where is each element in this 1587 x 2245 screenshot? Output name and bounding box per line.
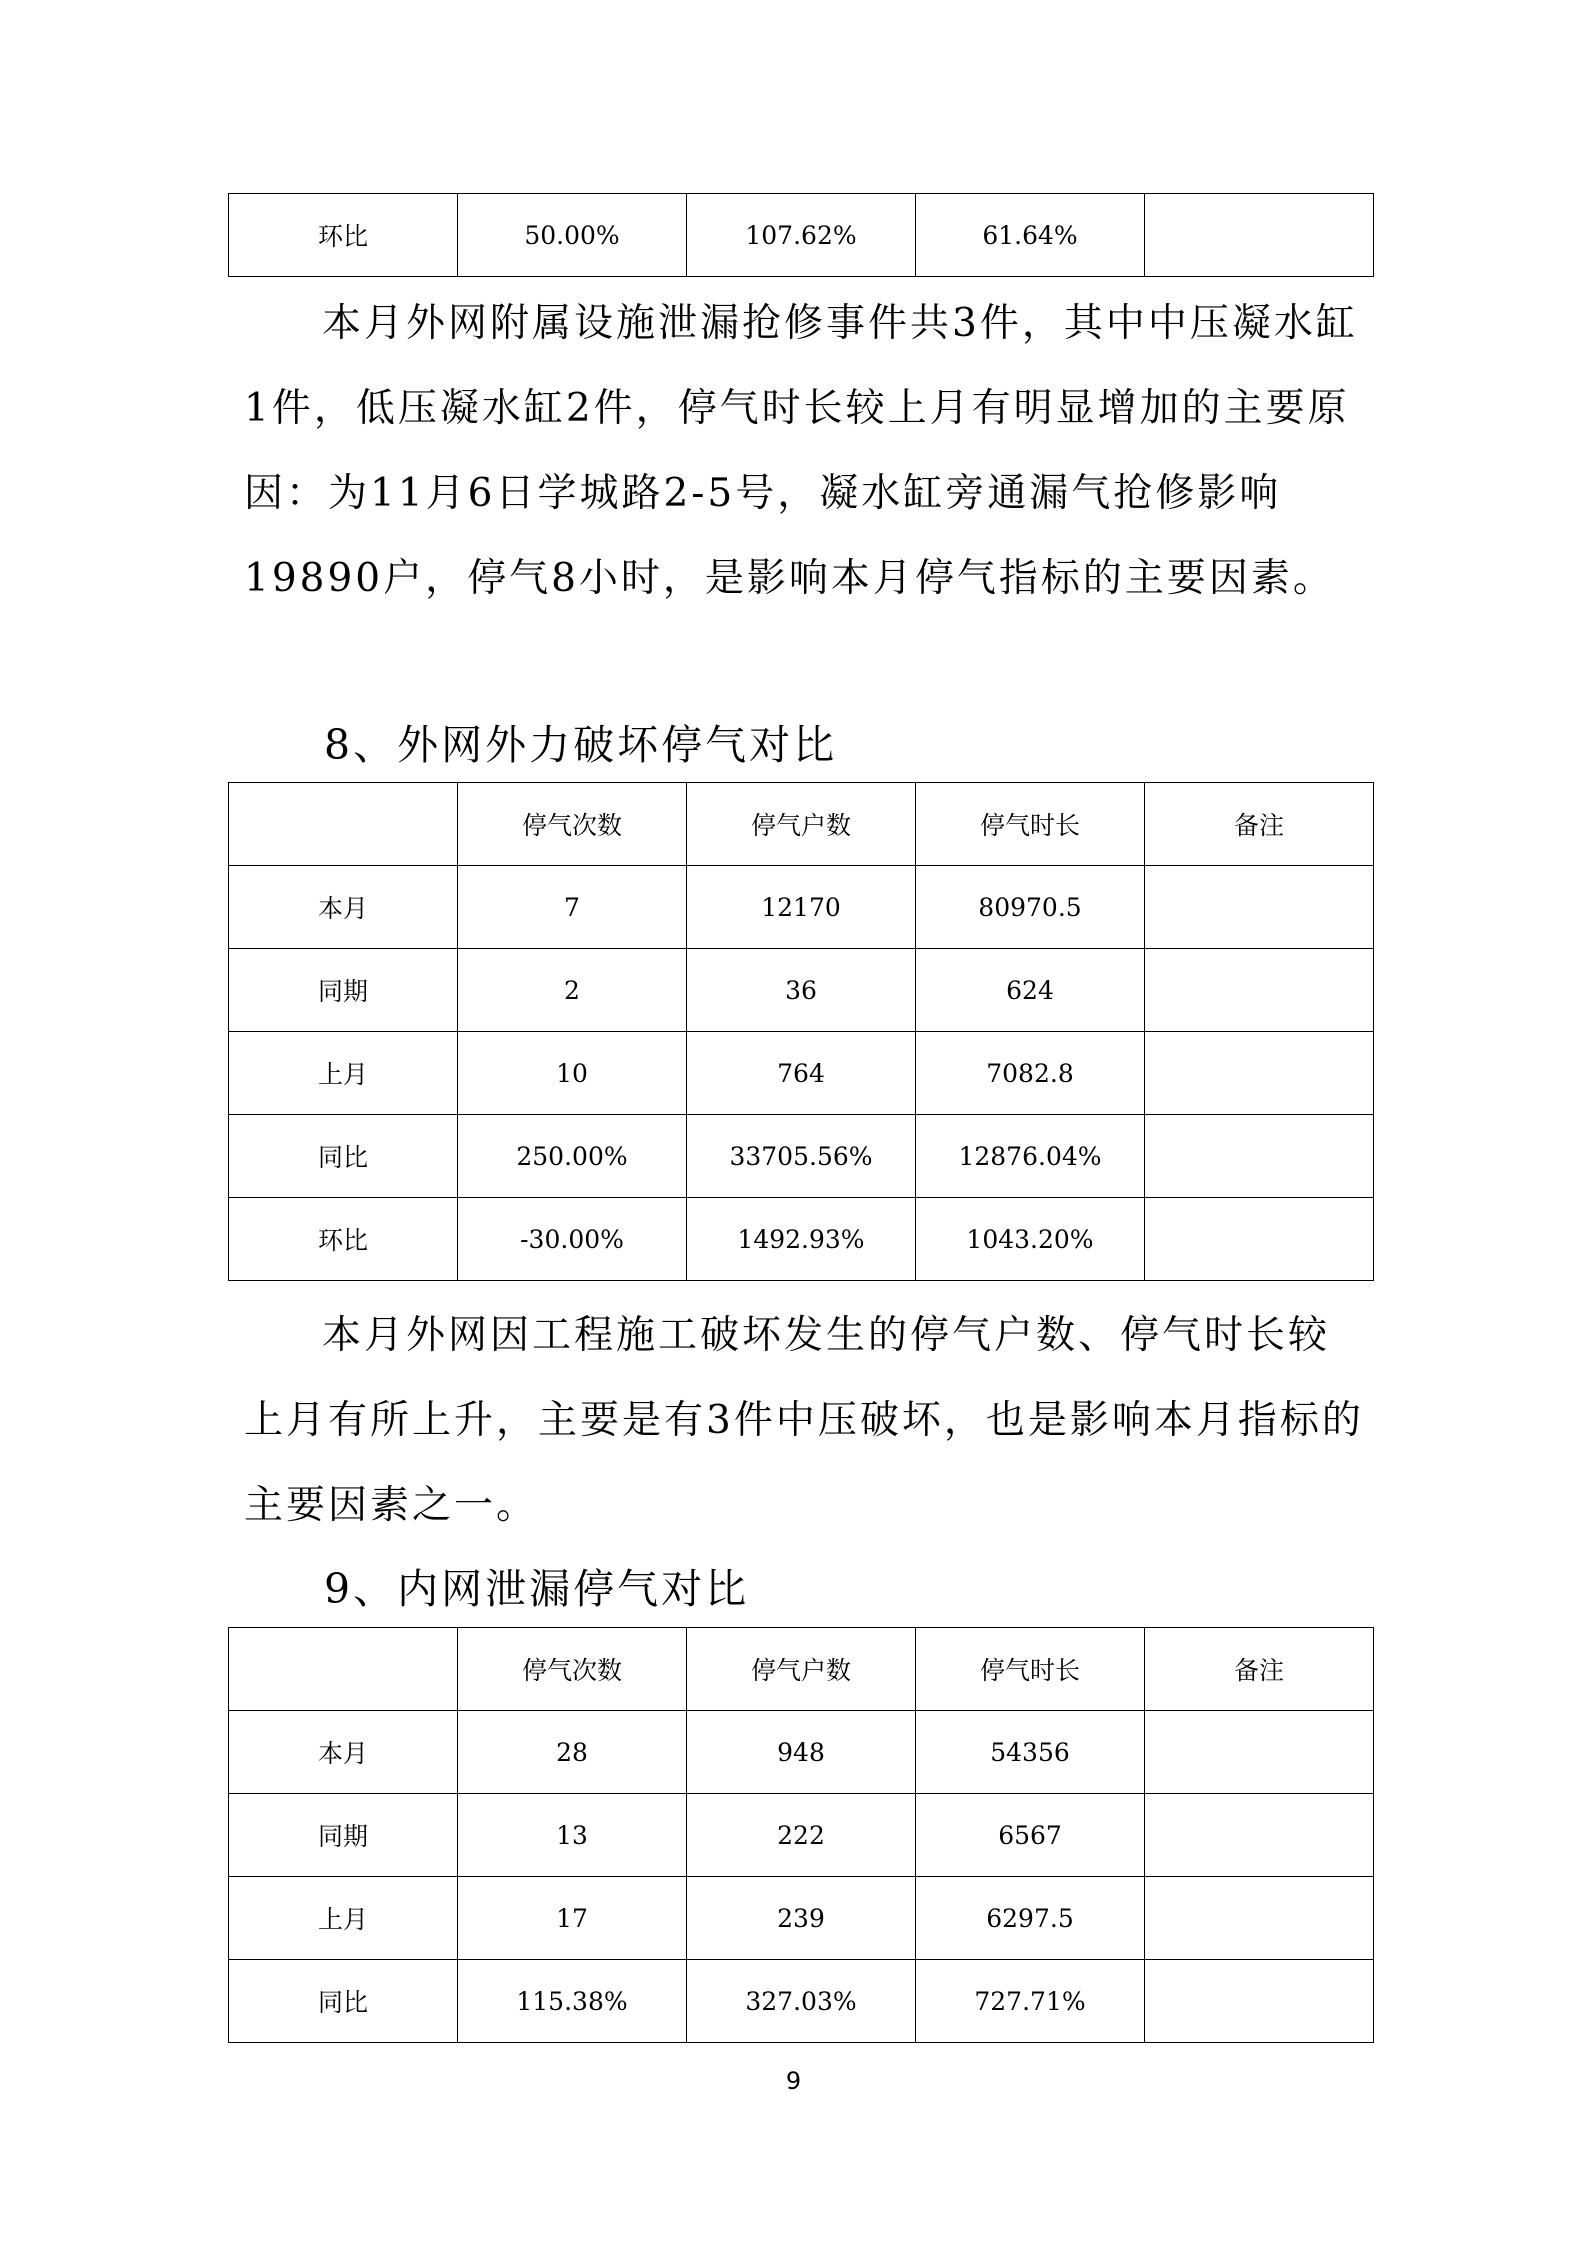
cell-count: 2: [458, 949, 687, 1032]
table-row: [229, 949, 1374, 1032]
paragraph-leak-analysis: 本月外网附属设施泄漏抢修事件共3件，其中中压凝水缸1件，低压凝水缸2件，停气时长较上月有明显增加的主要原因：为11月6日学城路2-5号，凝水缸旁通漏气抢修影响19890户，停气8小时，是影响本月停气指标的主要因素。: [244, 301, 1358, 601]
cell-households: 12170: [687, 866, 916, 949]
cell-remark: [1145, 866, 1374, 949]
header-cell: 停气次数: [458, 783, 687, 866]
page-number: 9: [785, 2067, 802, 2095]
row-label: 上月: [229, 1877, 458, 1960]
cell-count: 7: [458, 866, 687, 949]
table-external-damage: [228, 782, 1374, 1281]
table-row: [229, 1794, 1374, 1877]
header-cell: 备注: [1145, 1628, 1374, 1711]
cell-count: 17: [458, 1877, 687, 1960]
cell-remark: [1145, 1794, 1374, 1877]
cell-remark: [1145, 1032, 1374, 1115]
header-cell: [229, 783, 458, 866]
cell-remark: [1145, 1960, 1374, 2043]
cell-duration: 727.71%: [916, 1960, 1145, 2043]
row-label: 本月: [229, 1711, 458, 1794]
table-row: [229, 1877, 1374, 1960]
cell-households: 948: [687, 1711, 916, 1794]
table-row: [229, 1032, 1374, 1115]
section-9-heading: 9、内网泄漏停气对比: [324, 1565, 750, 1613]
cell-duration: 6297.5: [916, 1877, 1145, 1960]
cell-households: 239: [687, 1877, 916, 1960]
cell-count: 10: [458, 1032, 687, 1115]
header-cell: 停气次数: [458, 1628, 687, 1711]
cell-households: 107.62%: [687, 194, 916, 277]
cell-count: 50.00%: [458, 194, 687, 277]
cell-duration: 7082.8: [916, 1032, 1145, 1115]
cell-remark: [1145, 194, 1374, 277]
table-row: [229, 1198, 1374, 1281]
row-label: 环比: [229, 194, 458, 277]
row-label: 同比: [229, 1960, 458, 2043]
cell-remark: [1145, 1711, 1374, 1794]
cell-households: 222: [687, 1794, 916, 1877]
cell-remark: [1145, 949, 1374, 1032]
table-internal-leak: [228, 1627, 1374, 2043]
header-cell: 停气户数: [687, 783, 916, 866]
cell-remark: [1145, 1877, 1374, 1960]
table-row: [229, 866, 1374, 949]
cell-duration: 12876.04%: [916, 1115, 1145, 1198]
cell-duration: 54356: [916, 1711, 1145, 1794]
cell-households: 36: [687, 949, 916, 1032]
cell-count: 250.00%: [458, 1115, 687, 1198]
table-continued: [228, 193, 1374, 277]
row-label: 本月: [229, 866, 458, 949]
cell-duration: 6567: [916, 1794, 1145, 1877]
table-row: [229, 1960, 1374, 2043]
cell-count: -30.00%: [458, 1198, 687, 1281]
row-label: 上月: [229, 1032, 458, 1115]
paragraph-damage-analysis: 本月外网因工程施工破坏发生的停气户数、停气时长较上月有所上升，主要是有3件中压破坏，也是影响本月指标的主要因素之一。: [244, 1313, 1364, 1528]
cell-duration: 1043.20%: [916, 1198, 1145, 1281]
header-cell: [229, 1628, 458, 1711]
table-header-row: [229, 1628, 1374, 1711]
cell-households: 33705.56%: [687, 1115, 916, 1198]
table-row: [229, 194, 1374, 277]
cell-count: 13: [458, 1794, 687, 1877]
cell-duration: 61.64%: [916, 194, 1145, 277]
table-header-row: [229, 783, 1374, 866]
cell-duration: 80970.5: [916, 866, 1145, 949]
header-cell: 备注: [1145, 783, 1374, 866]
table-row: [229, 1115, 1374, 1198]
row-label: 同期: [229, 949, 458, 1032]
cell-remark: [1145, 1198, 1374, 1281]
header-cell: 停气户数: [687, 1628, 916, 1711]
cell-households: 764: [687, 1032, 916, 1115]
row-label: 同期: [229, 1794, 458, 1877]
cell-households: 327.03%: [687, 1960, 916, 2043]
cell-count: 28: [458, 1711, 687, 1794]
cell-remark: [1145, 1115, 1374, 1198]
section-8-heading: 8、外网外力破坏停气对比: [324, 721, 838, 769]
row-label: 同比: [229, 1115, 458, 1198]
row-label: 环比: [229, 1198, 458, 1281]
cell-count: 115.38%: [458, 1960, 687, 2043]
cell-households: 1492.93%: [687, 1198, 916, 1281]
cell-duration: 624: [916, 949, 1145, 1032]
header-cell: 停气时长: [916, 783, 1145, 866]
header-cell: 停气时长: [916, 1628, 1145, 1711]
table-row: [229, 1711, 1374, 1794]
